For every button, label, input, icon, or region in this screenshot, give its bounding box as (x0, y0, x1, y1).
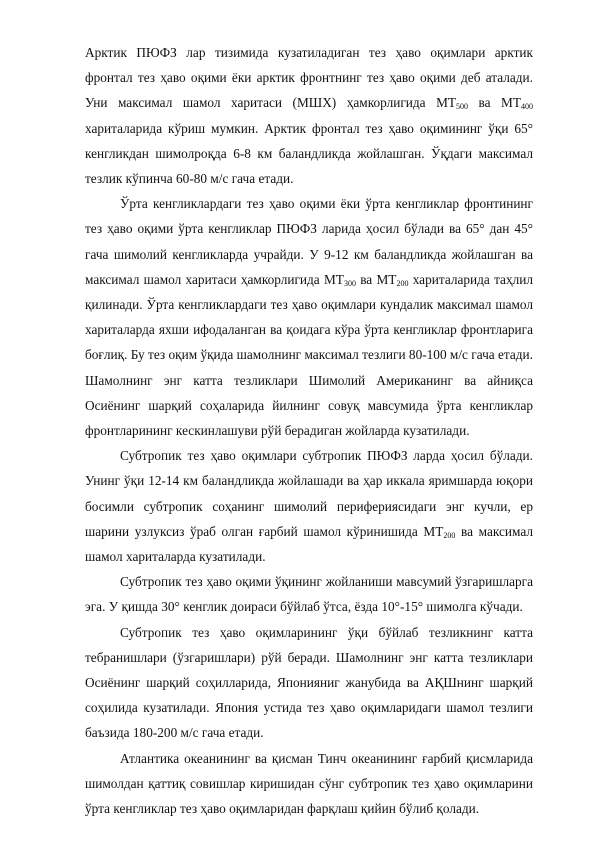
paragraph (85, 443, 533, 569)
document-page (85, 40, 533, 821)
paragraph-text: Субтропик тез ҳаво оқимларининг ўқи бўйлаб тезликнинг катта тебранишлари (ўзгаришлари) рўй беради. Шамолнинг энг катта тезликлари Осиёнинг шарқий соҳилларида, Японияниг жанубида ва АҚШнинг шарқий соҳилида кузатилади. Япония устида тез ҳаво оқимларидаги шамол тезлиги баъзида 180-200 м/с гача етади. (85, 624, 533, 741)
paragraph-text: ва МТ (468, 95, 522, 111)
paragraph (85, 746, 533, 822)
subscript-text: 500 (456, 102, 469, 112)
paragraph-text: хариталарида кўриш мумкин. Арктик фронтал тез ҳаво оқимининг ўқи 65° кенгликдан шимолроқда 6-8 км баландликда жойлашган. Ўқдаги максимал тезлик кўпинча 60-80 м/с гача етади. (85, 120, 533, 187)
subscript-text: 200 (443, 530, 456, 540)
paragraph-text: Арктик ПЮФЗ лар тизимида кузатиладиган тез ҳаво оқимлари арктик фронтал тез ҳаво оқими ёки арктик фронтнинг тез ҳаво оқими деб аталади. Уни максимал шамол харитаси (МШХ) ҳамкорлигида МТ (85, 45, 533, 111)
paragraph-text: Атлантика океанининг ва қисман Тинч океанининг ғарбий қисмларида шимолдан қаттиқ совишлар киришидан сўнг субтропик тез ҳаво оқимларини ўрта кенгликлар тез ҳаво оқимларидан фарқлаш қийин бўлиб қолади. (85, 750, 533, 817)
paragraph-text: Ўрта кенгликлардаги тез ҳаво оқими ёки ўрта кенгликлар фронтининг тез ҳаво оқими ўрта кенгликлар ПЮФЗ ларида ҳосил бўлади ва 65° дан 45° гача шимолий кенгликларда учрайди. У 9-12 км баландликда жойлашган ва максимал шамол харитаси ҳамкорлигида МТ (85, 196, 533, 287)
paragraph-text: Субтропик тез ҳаво оқимлари субтропик ПЮФЗ ларда ҳосил бўлади. Унинг ўқи 12-14 км баландликда жойлашади ва ҳар иккала яримшарда юқори босимли субтропик соҳанинг шимолий периферияcидаги энг кучли, ер шарини узлуксиз ўраб олган ғарбий шамол кўринишида МТ (85, 448, 533, 539)
paragraph (85, 40, 533, 191)
subscript-text: 200 (396, 278, 409, 288)
paragraph (85, 620, 533, 746)
subscript-text: 400 (521, 102, 534, 112)
paragraph-text: ва МТ (355, 271, 397, 287)
paragraph (85, 569, 533, 619)
paragraph-text: Субтропик тез ҳаво оқими ўқининг жойланиши мавсумий ўзгаришларга эга. У қишда 30° кенглик доираси бўйлаб ўтса, ёзда 10°-15° шимолга кўчади. (85, 574, 533, 615)
subscript-text: 300 (343, 278, 356, 288)
paragraph-text: ва максимал шамол хариталарда кузатилади. (85, 523, 533, 565)
paragraph (85, 191, 533, 443)
paragraph-text: хариталарида таҳлил қилинади. Ўрта кенгликлардаги тез ҳаво оқимлари кундалик максимал шамол хариталарда яхши ифодаланган ва қоидага кўра ўрта кенгликлар фронтларига боғлиқ. Бу тез оқим ўқида шамолнинг максимал тезлиги 80-100 м/с гача етади. Шамолнинг энг катта тезликлари Шимолий Американинг ва айниқса Осиёнинг шарқий соҳаларида йилнинг совуқ мавсумида ўрта кенгликлар фронтларининг кескинлашуви рўй берадиган жойларда кузатилади. (85, 271, 533, 439)
